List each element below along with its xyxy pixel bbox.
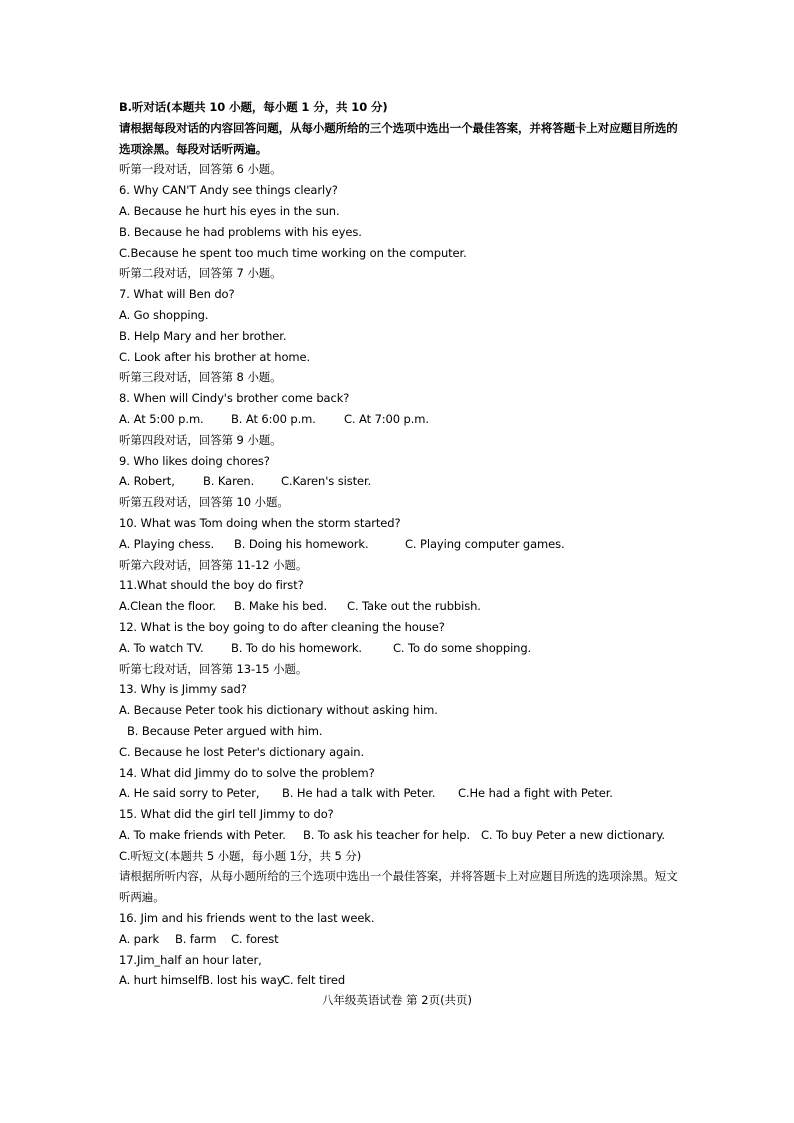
option-c: C.Because he spent too much time working on the computer. — [119, 245, 467, 260]
dialog-intro: 听第六段对话，回答第 11-12 小题。 — [119, 557, 308, 572]
option-a: A. hurt himself — [119, 973, 202, 988]
option-a: A. Playing chess. — [119, 536, 215, 551]
option-b: B. Because Peter argued with him. — [127, 723, 323, 738]
dialog-intro: 听第一段对话，回答第 6 小题。 — [119, 162, 282, 177]
option-c: C. Because he lost Peter's dictionary again. — [119, 744, 365, 759]
dialog-intro: 听第三段对话，回答第 8 小题。 — [119, 370, 282, 385]
option-c: C. At 7:00 p.m. — [344, 411, 429, 426]
option-a: A. Robert, — [119, 474, 175, 489]
options-row — [119, 534, 679, 555]
option-a: A. At 5:00 p.m. — [119, 411, 204, 426]
option-b: B. Because he had problems with his eyes. — [119, 224, 362, 239]
option-a: A.Clean the floor. — [119, 599, 216, 614]
page-content — [119, 97, 679, 991]
options-row — [119, 970, 679, 991]
options-row — [119, 596, 679, 617]
question-7: 7. What will Ben do? — [119, 287, 235, 302]
option-c: C. Playing computer games. — [405, 536, 565, 551]
dialog-intro: 听第四段对话，回答第 9 小题。 — [119, 432, 282, 447]
section-c-instructions: 请根据所听内容，从每小题所给的三个选项中选出一个最佳答案，并将答题卡上对应题目所选的选项涂黑。短文听两遍。 — [119, 869, 678, 905]
option-a: A. park — [119, 931, 160, 946]
options-row — [119, 825, 679, 846]
section-c-title: C.听短文(本题共 5 小题，每小题 1分，共 5 分) — [119, 848, 362, 863]
question-9: 9. Who likes doing chores? — [119, 453, 270, 468]
option-c: C. Take out the rubbish. — [347, 599, 481, 614]
page-footer: 八年级英语试卷 第 2页(共页) — [321, 993, 473, 1007]
options-row — [119, 929, 679, 950]
option-b: B. farm — [175, 931, 217, 946]
options-row — [119, 783, 679, 804]
option-b: B. At 6:00 p.m. — [231, 411, 316, 426]
option-b: B. Make his bed. — [234, 599, 328, 614]
section-b-title: B.听对话(本题共 10 小题，每小题 1 分，共 10 分) — [119, 100, 388, 114]
section-b-instructions: 请根据每段对话的内容回答问题，从每小题所给的三个选项中选出一个最佳答案，并将答题卡上对应题目所选的选项涂黑。每段对话听两遍。 — [119, 120, 678, 156]
dialog-intro: 听第七段对话，回答第 13-15 小题。 — [119, 661, 308, 676]
question-10: 10. What was Tom doing when the storm started? — [119, 515, 401, 530]
question-12: 12. What is the boy going to do after cleaning the house? — [119, 619, 445, 634]
question-16: 16. Jim and his friends went to the last week. — [119, 911, 375, 926]
option-b: B. lost his way — [201, 973, 284, 988]
question-14: 14. What did Jimmy do to solve the problem? — [119, 765, 375, 780]
option-b: B. Karen. — [203, 474, 255, 489]
option-a: A. He said sorry to Peter, — [119, 786, 260, 801]
question-8: 8. When will Cindy's brother come back? — [119, 391, 350, 406]
question-17: 17.Jim_half an hour later, — [119, 952, 262, 967]
option-b: B. Help Mary and her brother. — [119, 328, 287, 343]
option-a: A. Because Peter took his dictionary without asking him. — [119, 703, 438, 718]
options-row — [119, 471, 679, 492]
question-15: 15. What did the girl tell Jimmy to do? — [119, 807, 334, 822]
option-a: A. To make friends with Peter. — [119, 827, 286, 842]
option-b: B. He had a talk with Peter. — [282, 786, 436, 801]
option-a: A. Because he hurt his eyes in the sun. — [119, 203, 340, 218]
options-row — [119, 409, 679, 430]
option-b: B. To ask his teacher for help. — [303, 827, 471, 842]
options-row — [119, 638, 679, 659]
option-c: C. forest — [231, 931, 279, 946]
option-c: C.Karen's sister. — [281, 474, 372, 489]
question-6: 6. Why CAN'T Andy see things clearly? — [119, 183, 338, 198]
option-a: A. Go shopping. — [119, 307, 209, 322]
option-c: C.He had a fight with Peter. — [458, 786, 613, 801]
option-a: A. To watch TV. — [119, 640, 204, 655]
question-13: 13. Why is Jimmy sad? — [119, 682, 247, 697]
option-c: C. To buy Peter a new dictionary. — [481, 827, 665, 842]
option-c: C. To do some shopping. — [393, 640, 532, 655]
option-b: B. Doing his homework. — [234, 536, 369, 551]
option-b: B. To do his homework. — [231, 640, 362, 655]
option-c: C. felt tired — [281, 973, 346, 988]
option-c: C. Look after his brother at home. — [119, 349, 311, 364]
question-11: 11.What should the boy do first? — [119, 578, 304, 593]
dialog-intro: 听第五段对话，回答第 10 小题。 — [119, 495, 289, 510]
dialog-intro: 听第二段对话，回答第 7 小题。 — [119, 266, 282, 281]
